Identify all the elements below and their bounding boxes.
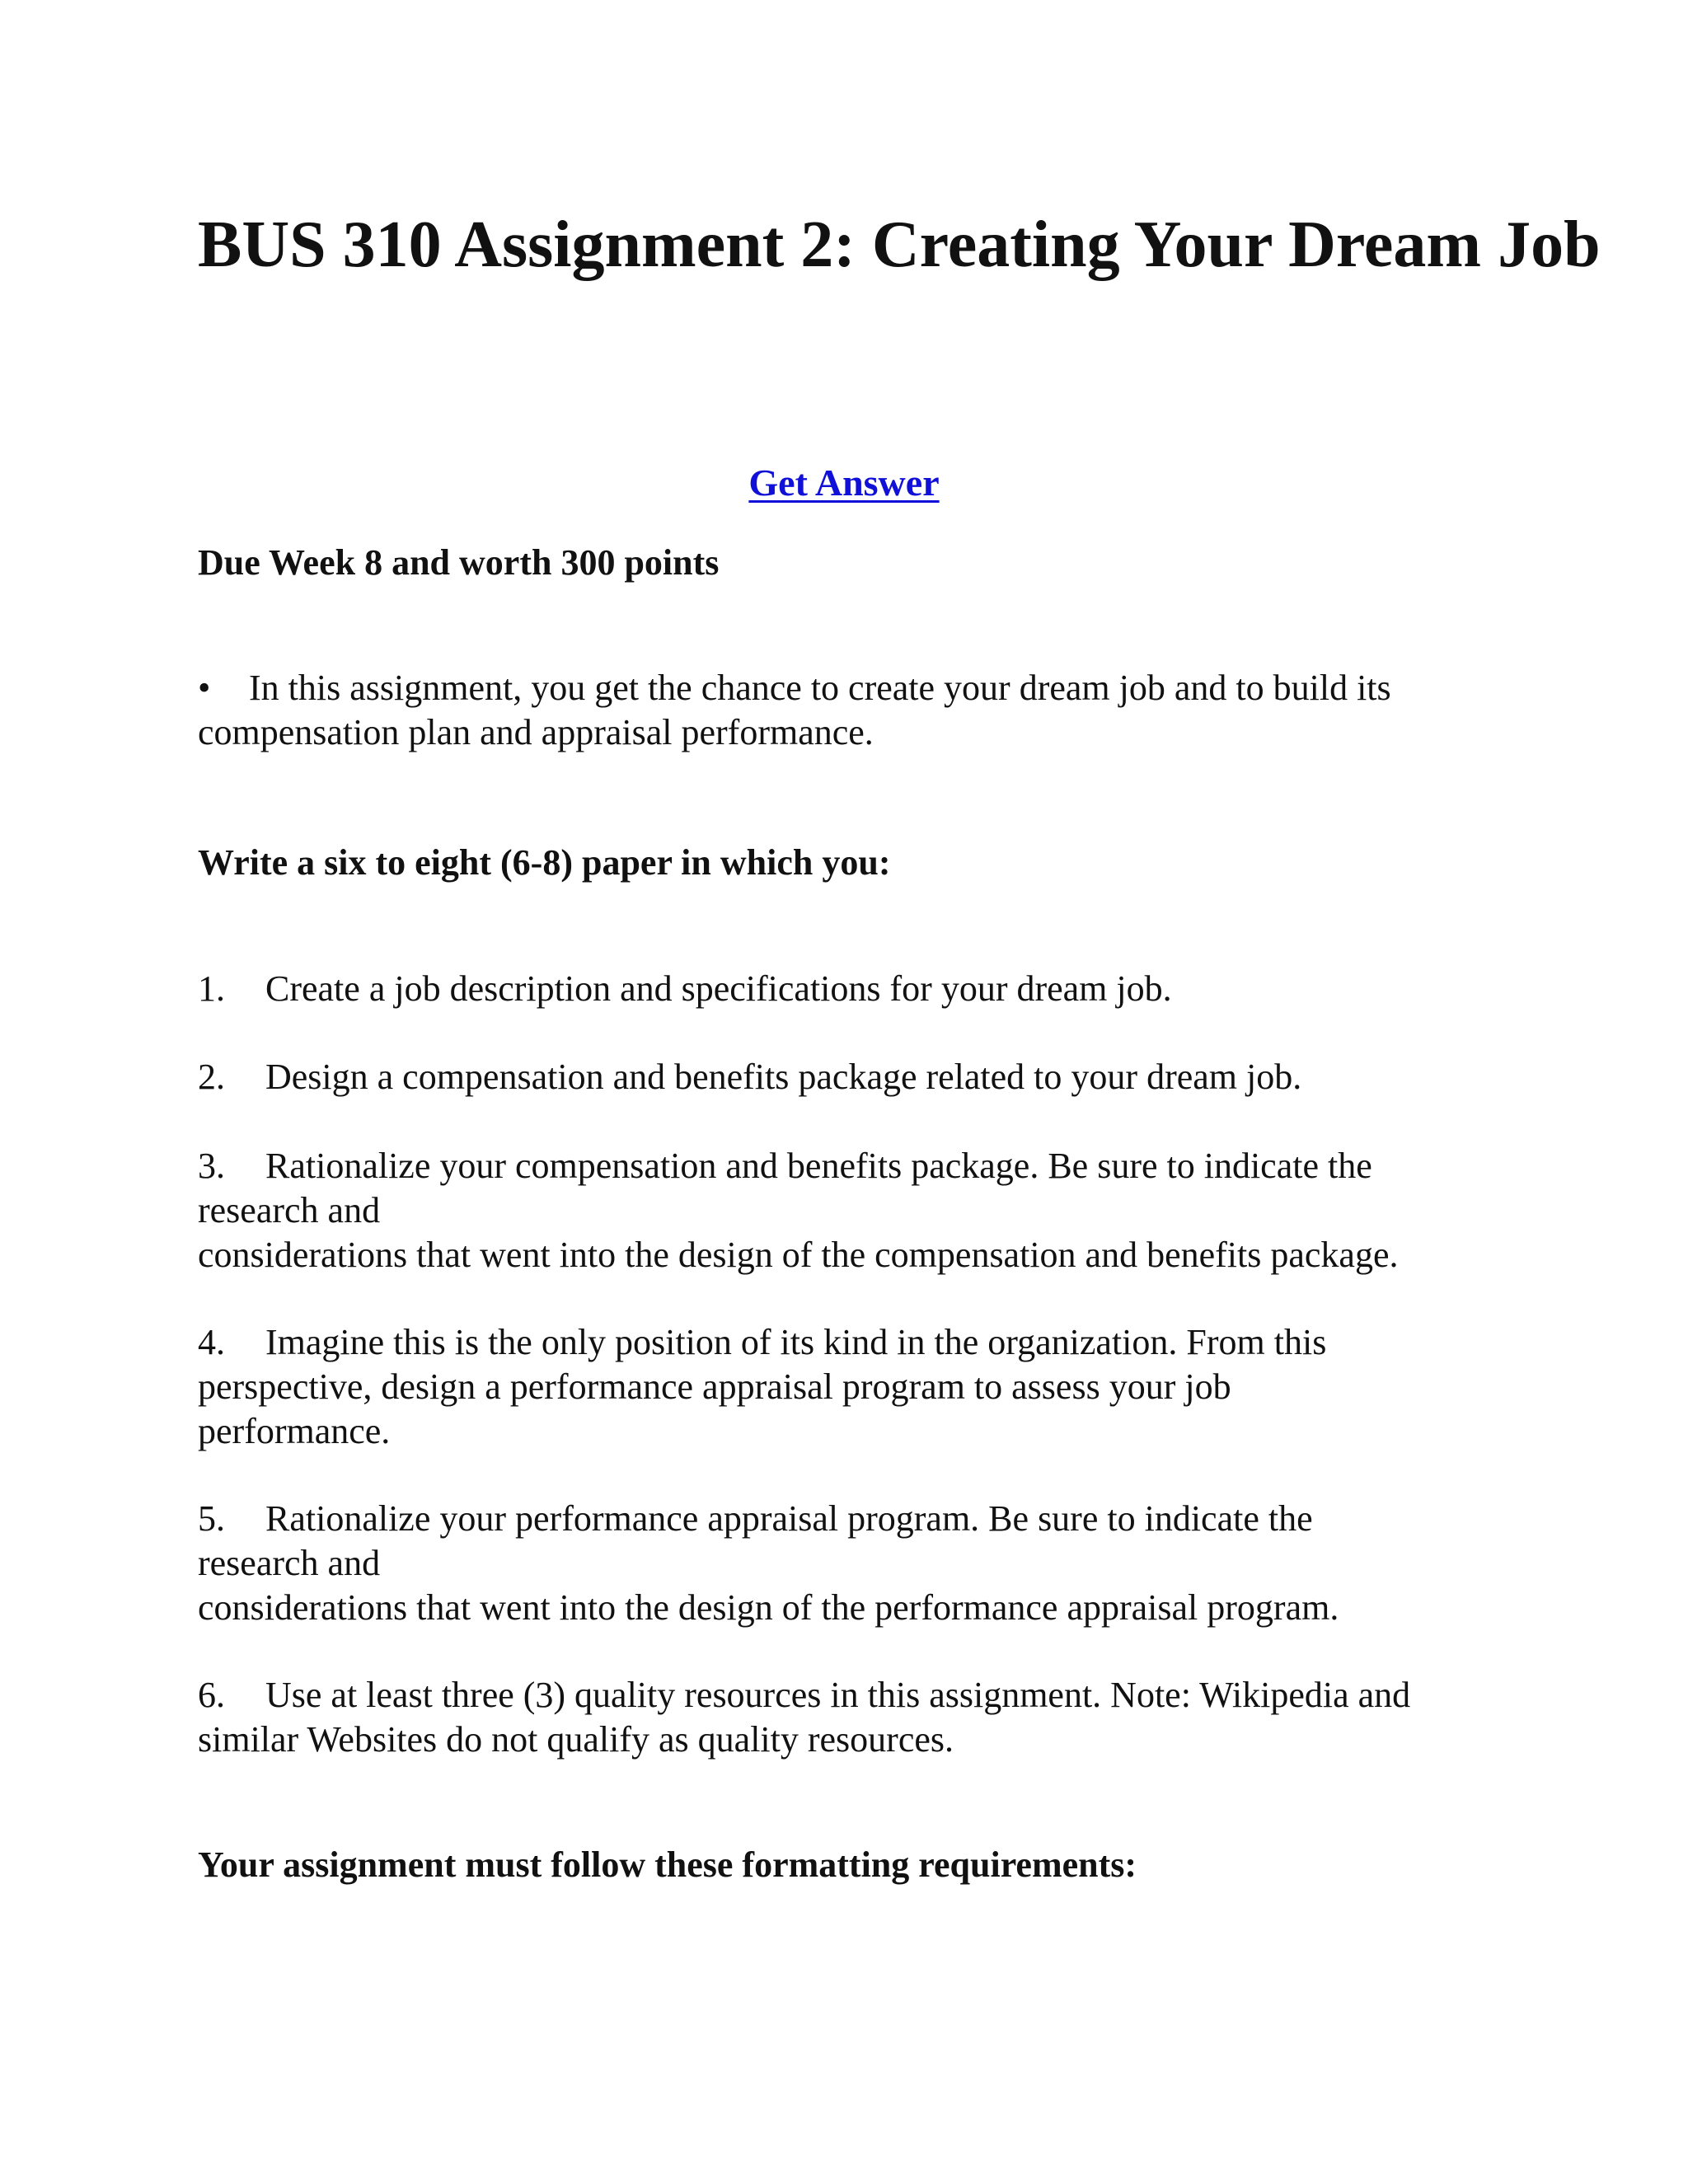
list-item-text: perspective, design a performance appraisal program to assess your job: [198, 1366, 1231, 1407]
list-number: 4.: [198, 1322, 225, 1362]
bullet-marker: •: [198, 668, 211, 708]
list-item-text: research and: [198, 1190, 381, 1230]
list-item-3: [198, 1144, 1550, 1277]
list-number: 1.: [198, 968, 225, 1009]
write-heading: Write a six to eight (6-8) paper in which you:: [198, 842, 891, 883]
list-item-text: Create a job description and specifications for your dream job.: [265, 968, 1172, 1009]
list-item-text: Use at least three (3) quality resources in this assignment. Note: Wikipedia and: [265, 1675, 1411, 1715]
intro-bullet: [198, 666, 1550, 755]
list-number: 2.: [198, 1057, 225, 1097]
list-item-text: Rationalize your performance appraisal program. Be sure to indicate the: [265, 1498, 1313, 1539]
formatting-heading: Your assignment must follow these formatting requirements:: [198, 1844, 1137, 1885]
list-item-text: considerations that went into the design of the performance appraisal program.: [198, 1587, 1339, 1628]
list-item-text: Rationalize your compensation and benefits package. Be sure to indicate the: [265, 1146, 1372, 1186]
list-item-text: research and: [198, 1543, 381, 1583]
intro-bullet-line-1: [198, 666, 1550, 710]
list-item-6: [198, 1673, 1550, 1762]
list-item-4: [198, 1320, 1550, 1454]
list-number: 6.: [198, 1675, 225, 1715]
list-number: 3.: [198, 1146, 225, 1186]
due-line: Due Week 8 and worth 300 points: [198, 542, 720, 583]
get-answer-container: [0, 458, 1688, 508]
page-title: BUS 310 Assignment 2: Creating Your Dream Job: [198, 209, 1601, 281]
list-item-1: [198, 967, 1550, 1011]
list-item-2: [198, 1055, 1550, 1099]
list-item-text: Design a compensation and benefits package related to your dream job.: [265, 1057, 1302, 1097]
list-item-text: performance.: [198, 1411, 391, 1451]
list-number: 5.: [198, 1498, 225, 1539]
get-answer-link[interactable]: Get Answer: [748, 462, 940, 504]
intro-bullet-text-1: In this assignment, you get the chance to create your dream job and to build its: [249, 668, 1391, 708]
list-item-text: similar Websites do not qualify as quality resources.: [198, 1719, 954, 1760]
list-item-text: considerations that went into the design of the compensation and benefits package.: [198, 1235, 1399, 1275]
list-item-5: [198, 1497, 1550, 1630]
intro-bullet-line-2: compensation plan and appraisal performance.: [198, 712, 874, 752]
list-item-text: Imagine this is the only position of its kind in the organization. From this: [265, 1322, 1327, 1362]
